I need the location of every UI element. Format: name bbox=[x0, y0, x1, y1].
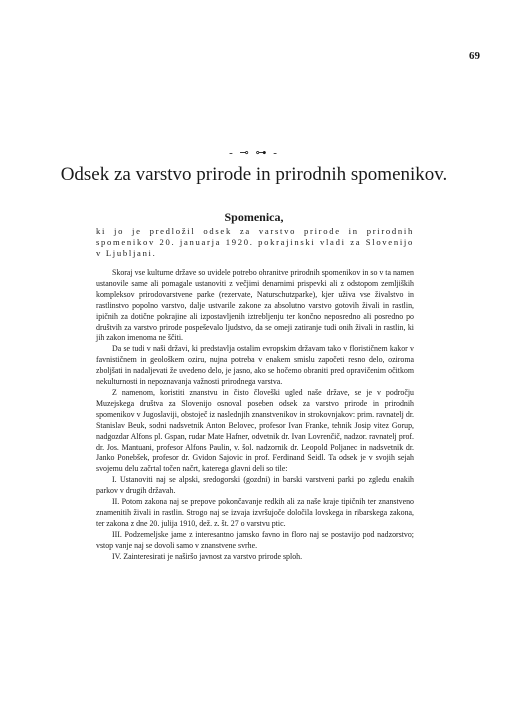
section-ornament: - ⊸ ⊶ ‐ bbox=[229, 147, 279, 159]
list-item: IV. Zainteresirati je naširšo javnost za varstvo prirode sploh. bbox=[112, 551, 303, 561]
list-item: II. Potom zakona naj se prepove pokončavanje redkih ali za naše kraje tipičnih ter znanstveno znamenitih živali in rastlin. Strogo naj se izvaja izvršujoče določila lovskega in ribarskega zakona, ter zakona z dne 20. julija 1910, dež. z. št. 27 o varstvu ptic. bbox=[96, 497, 414, 528]
subtitle: Spomenica, bbox=[224, 210, 284, 224]
paragraph: Z namenom, koristiti znanstvu in čisto človeški ugled naše države, se je v področju Muzejskega društva za Slovenijo osnoval poseben odsek za varstvo prirode in prirodnih spomenikov v Jugoslaviji, obstoječ iz naslednjih znanstvenikov in strokovnjakov: prim. ravnatelj dr. Stanislav Beuk, sodni nadsvetnik Anton Belovec, profesor Ivan Franke, tehnik Josip vitez Gorup, nadgozdar Alfons pl. Gspan, rudar Mate Hafner, odvetnik dr. Ivan Lovrenčič, nadzor. ravnatelj prof. dr. Jos. Mantuani, profesor Alfons Paulin, v. šol. nadzornik dr. Leopold Poljanec in nadsvetnik dr. Janko Ponebšek, profesor dr. Gvidon Sajovic in prof. Ferdinand Seidl. Ta odsek je v svojih sejah svojemu delu začrtal točen načrt, katerega glavni deli so tile: bbox=[96, 387, 414, 474]
list-item: III. Podzemeljske jame z interesantno jamsko favno in floro naj se postavijo pod nadzorstvo; vstop vanje naj se dovoli samo v znanstvene svrhe. bbox=[96, 529, 414, 550]
intro-text: ki jo je predložil odsek za varstvo prirode in prirodnih spomenikov 20. januarja 1920. pokrajinski vladi za Slovenijo v Ljubljani. bbox=[96, 226, 414, 258]
paragraph: Skoraj vse kulturne države so uvidele potrebo ohranitve prirodnih spomenikov in so v ta namen ustanovile same ali pomagale ustanoviti z večjimi denarnimi prispevki ali z odstopom zemljiških kompleksov prirodovarstvene parke (rezervate, Naturschutzparke), kjer uživa vse živalstvo in rastlinstvo popolno varstvo, dalje ustvarile zakone za absolutno varstvo gotovih živali in rastlin, ipičnih za dotične pokrajine ali izpostavljenih iztrebljenju ter končno neposredno ali posredno po društvih za varstvo prirode pospeševalo ljudstvo, da se omeji zatiranje tudi onih živali in rastlin, ki jih zakon imenoma ne ščiti. bbox=[96, 268, 414, 343]
page-number: 69 bbox=[469, 50, 480, 62]
page-title: Odsek za varstvo prirode in prirodnih spomenikov. bbox=[60, 164, 448, 185]
paragraph: Da se tudi v naši državi, ki predstavlja ostalim evropskim državam tako v florističnem kakor v favnističnem in geološkem oziru, nujna potreba v enakem smislu započeti resno delo, oziroma zboljšati in nadaljevati že uvedeno delo, je jasno, ako se hočemo obraniti pred opravičenim očitkom nekulturnosti in nepoznavanja važnosti prirodnega varstva. bbox=[96, 344, 414, 387]
body-text bbox=[96, 268, 414, 562]
list-item: I. Ustanoviti naj se alpski, sredogorski (gozdni) in barski varstveni parki po zgledu enakih parkov v drugih državah. bbox=[96, 475, 414, 496]
